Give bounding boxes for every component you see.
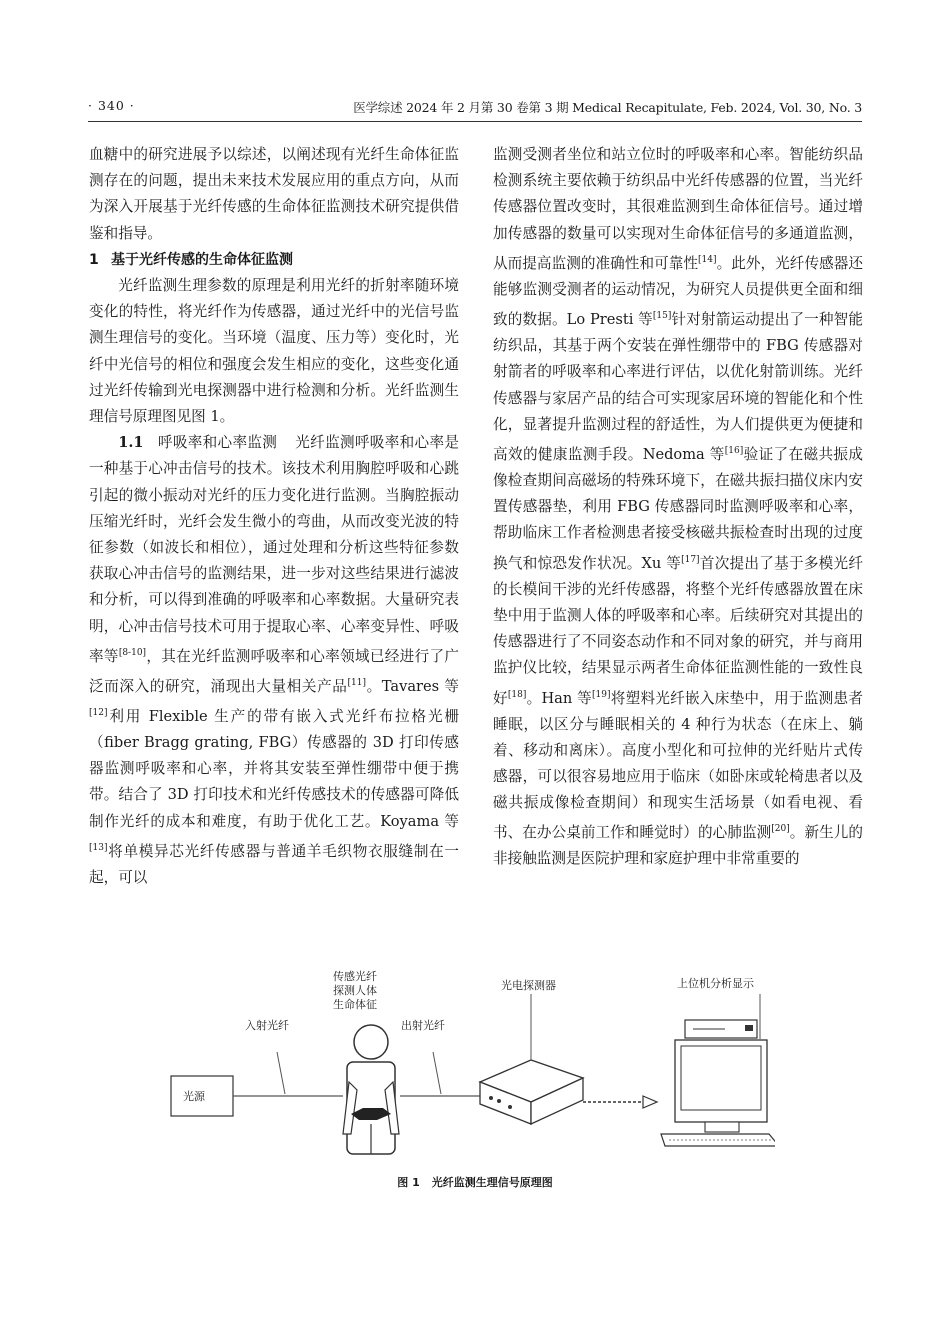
body-text: 验证了在磁共振成像检查期间高磁场的特殊环境下，在磁共振扫描仪床内安置传感器垫，利用 FBG 传感器同时监测呼吸率和心率，帮助临床工作者检测患者接受核磁共振检查时出现的过度换气和惊恐发作状况。Xu 等	[493, 445, 863, 572]
photodetector-device	[480, 994, 583, 1124]
incident-fiber-pointer	[277, 1052, 285, 1094]
body-text: 。Tavares 等	[365, 677, 459, 695]
page-number: · 340 ·	[88, 98, 135, 113]
figure-diagram	[165, 964, 775, 1169]
figure-title: 光纤监测生理信号原理图	[431, 1176, 553, 1189]
left-column	[89, 142, 459, 891]
body-text: 。新生儿的非接触监测是医院护理和家庭护理中非常重要的	[493, 824, 863, 868]
body-text: 针对射箭运动提出了一种智能纺织品，其基于两个安装在弹性绷带中的 FBG 传感器对射箭者的呼吸率和心率进行评估，以优化射箭训练。光纤传感器与家居产品的结合可实现家居环境的智能化和个性化，显著提升监测过程的舒适性，为人们提供更为便捷和高效的健康监测手段。Nedoma 等	[493, 310, 863, 463]
citation: [19]	[592, 689, 611, 700]
body-text: 将单模异芯光纤传感器与普通羊毛织物衣服缝制在一起，可以	[89, 842, 459, 886]
human-figure	[343, 1025, 399, 1154]
principle-paragraph: 光纤监测生理参数的原理是利用光纤的折射率随环境变化的特性，将光纤作为传感器，通过光纤中的光信号监测生理信号的变化。当环境（温度、压力等）变化时，光纤中光信号的相位和强度会发生相应的变化，这些变化通过光纤传输到光电探测器中进行检测和分析。光纤监测生理信号原理图见图 1。	[89, 277, 459, 426]
sensing-fiber-label-line: 传感光纤	[333, 970, 377, 983]
citation: [15]	[652, 311, 672, 322]
header-rule	[88, 121, 862, 122]
section-1-heading	[89, 247, 459, 273]
sensing-fiber-label	[333, 970, 377, 1012]
citation: [14]	[698, 254, 717, 265]
body-text: 光纤监测呼吸率和心率是一种基于心冲击信号的技术。该技术利用胸腔呼吸和心跳引起的微小振动对光纤的压力变化进行监测。当胸腔振动压缩光纤时，光纤会发生微小的弯曲，从而改变光波的特征参数（如波长和相位），通过处理和分析这些特征参数获取心冲击信号的监测结果，进一步对这些结果进行滤波和分析，可以得到准确的呼吸率和心率数据。大量研究表明，心冲击信号技术可用于提取心率、心率变异性、呼吸率等	[89, 434, 459, 665]
citation: [17]	[681, 554, 700, 565]
incident-fiber-label: 入射光纤	[245, 1019, 289, 1032]
computer-label: 上位机分析显示	[677, 977, 754, 990]
body-text: 将塑料光纤嵌入床垫中，用于监测患者睡眠，以区分与睡眠相关的 4 种行为状态（在床上、躺着、移动和离床）。高度小型化和可拉伸的光纤贴片式传感器，可以很容易地应用于临床（如卧床或轮椅患者以及磁共振成像检查期间）和现实生活场景（如看电视、看书、在办公桌前工作和睡觉时）的心肺监测	[493, 689, 863, 842]
citation: [11]	[347, 677, 366, 688]
subsection-title: 呼吸率和心率监测	[157, 434, 278, 452]
body-text: 。Han 等	[526, 689, 593, 707]
sensing-fiber-label-line: 探测人体	[333, 984, 377, 997]
body-text: 利用 Flexible 生产的带有嵌入式光纤布拉格光栅（fiber Bragg grating, FBG）传感器的 3D 打印传感器监测呼吸率和心率，并将其安装至弹性绷带中便于携带。结合了 3D 打印技术和光纤传感技术的传感器可降低制作光纤的成本和难度，有助于优化工艺。Koyama 等	[89, 707, 459, 830]
section-title: 基于光纤传感的生命体征监测	[111, 251, 293, 268]
body-text: ，其在光纤监测呼吸率和心率领域已经进行了广泛而深入的研究，涌现出大量相关产品	[89, 647, 459, 695]
citation: [8-10]	[118, 647, 147, 658]
signal-arrow	[583, 1096, 657, 1108]
section-1-1-paragraph	[89, 430, 459, 891]
citation: [18]	[507, 689, 527, 700]
light-source-label: 光源	[183, 1090, 205, 1103]
body-text: 监测受测者坐位和站立位时的呼吸率和心率。智能纺织品检测系统主要依赖于纺织品中光纤传感器的位置，当光纤传感器位置改变时，其很难监测到生命体征信号。通过增加传感器的数量可以实现对生命体征信号的多通道监测，从而提高监测的准确性和可靠性	[493, 146, 863, 272]
subsection-number: 1.1	[118, 434, 144, 452]
citation: [13]	[89, 842, 108, 853]
body-text: 。此外，光纤传感器还能够监测受测者的运动情况，为研究人员提供更全面和细致的数据。Lo Presti 等	[493, 254, 863, 328]
right-column	[493, 142, 863, 873]
journal-info: 医学综述 2024 年 2 月第 30 卷第 3 期 Medical Recapitulate, Feb. 2024, Vol. 30, No. 3	[353, 100, 862, 115]
figure-caption	[0, 1174, 950, 1190]
page-header	[88, 98, 862, 120]
intro-paragraph: 血糖中的研究进展予以综述，以阐述现有光纤生命体征监测存在的问题，提出未来技术发展应用的重点方向，从而为深入开展基于光纤传感的生命体征监测技术研究提供借鉴和指导。	[89, 146, 459, 242]
citation: [16]	[724, 445, 744, 456]
computer-icon	[661, 994, 775, 1146]
figure-number: 图 1	[397, 1176, 420, 1189]
body-text: 首次提出了基于多模光纤的长模间干涉的光纤传感器，将整个光纤传感器放置在床垫中用于监测人体的呼吸率和心率。后续研究对其提出的传感器进行了不同姿态动作和不同对象的研究，并与商用监护仪比较，结果显示两者生命体征监测性能的一致性良好	[493, 554, 863, 707]
figure-1	[165, 964, 775, 1199]
output-fiber-pointer	[433, 1052, 441, 1094]
continued-paragraph	[493, 142, 863, 873]
citation: [20]	[771, 824, 790, 835]
photodetector-label: 光电探测器	[501, 979, 556, 992]
section-number: 1	[89, 251, 99, 268]
citation: [12]	[89, 707, 108, 718]
output-fiber-label: 出射光纤	[401, 1019, 445, 1032]
sensing-fiber-label-line: 生命体征	[333, 998, 377, 1011]
